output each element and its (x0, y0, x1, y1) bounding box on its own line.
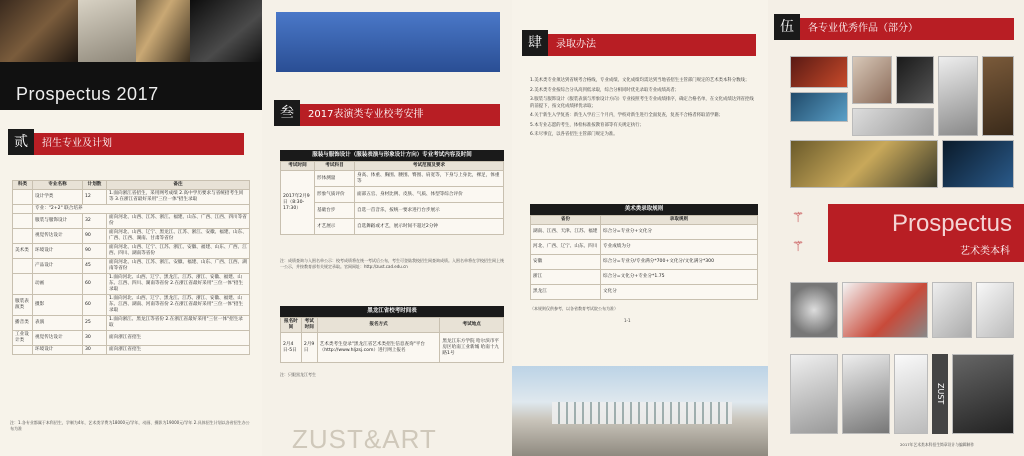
admission-paragraph: 4.关于新生入学复查：新生入学后三个月内，学校对新生进行全面复查，复查不合格者将取消学籍； (530, 113, 723, 118)
cell-major: 环境设计 (33, 244, 83, 259)
table-row (13, 244, 250, 259)
admission-paragraph: 5.本专业志愿的考生，体检标准按教育部等有关规定执行； (530, 122, 644, 128)
cell-note: 1.面向河北、山西、辽宁、黑龙江、江苏、浙江、安徽、福建、山东、江西、湖南、河南等省份 2.在浙江省最好采用"三位一体"招生录取 (107, 295, 250, 316)
table-row (531, 285, 758, 300)
page-number: 1-1 (624, 318, 631, 323)
hero-photo-4 (190, 0, 262, 62)
admission-paragraph: 1.美术类专业须达到省统考合格线，专业成绩、文化成绩均需达到当地省招生主管部门规定的艺术类本科分数线； (530, 78, 750, 83)
brand-red-block (828, 204, 1024, 262)
col-header: 报名时间 (281, 318, 302, 333)
cell-plan: 12 (83, 190, 107, 205)
cell-subject: 形象气质评价 (315, 187, 355, 203)
table-row (13, 214, 250, 229)
work-thumb (790, 140, 938, 188)
work-thumb (952, 354, 1014, 434)
section-number: 伍 (774, 14, 800, 40)
cell-requirement: 自选一首音乐，按统一要求进行台步展示 (355, 203, 504, 219)
admission-text (530, 78, 758, 142)
hero-banner (0, 0, 262, 110)
exam-note: 注：成绩查询与入围名单公示：校考成绩将在统一考试后公布，考生可登陆我校招生网查询成绩。入围名单将在学校招生网上统一公示，并按教育部有关规定录取。官网网址：http://zust.cad.edu.cn (280, 258, 504, 269)
cell-rule: 综合分=专业分/专业满分*700+文化分/文化满分*300 (601, 255, 758, 270)
cell-plan: 32 (83, 214, 107, 229)
cell-major: 表演 (33, 316, 83, 331)
table-row (13, 274, 250, 295)
table-row (13, 205, 250, 214)
table-row (531, 240, 758, 255)
cell-major: 视觉传达设计 (33, 331, 83, 346)
cell-major: 环境设计 (33, 346, 83, 355)
enrollment-table (12, 180, 250, 355)
col-header: 专业名称 (33, 181, 83, 190)
col-header: 科类 (13, 181, 33, 190)
cell-requirement: 自选舞蹈或才艺，展示时间不超过2分钟 (355, 219, 504, 235)
section-number: 叁 (274, 100, 300, 126)
cell-category (13, 190, 33, 205)
table-row (13, 316, 250, 331)
panel-enrollment-plan (0, 0, 262, 456)
cell-province: 河北、广西、辽宁、山东、四川 (531, 240, 601, 255)
cell-category: 工业设计类 (13, 331, 33, 346)
hero-photo-1 (0, 0, 78, 62)
work-thumb (982, 56, 1014, 136)
work-thumb (790, 354, 838, 434)
table-row (531, 270, 758, 285)
cell-major: 设计学类 (33, 190, 83, 205)
exam-place: 黑龙江东方学院 哈尔滨市平房区哈南工业新城 哈南十九路1号 (440, 333, 504, 363)
dance-photo (276, 12, 500, 72)
cell-rule: 综合分=专业分+文化分 (601, 225, 758, 240)
hero-photo-3 (136, 0, 190, 62)
table-row (281, 187, 504, 203)
table-row (281, 219, 504, 235)
brand-emblem: ⚚ ⚚ (768, 204, 828, 262)
cell-rule: 文化分 (601, 285, 758, 300)
cell-plan: 60 (83, 295, 107, 316)
table-title: 黑龙江省校考时间表 (280, 306, 504, 317)
table-row (13, 346, 250, 355)
section-title: 各专业优秀作品（部分） (808, 23, 918, 34)
col-header: 计划数 (83, 181, 107, 190)
cell-subject: 才艺展示 (315, 219, 355, 235)
cell-province: 安徽 (531, 255, 601, 270)
cell-category (13, 274, 33, 295)
cell-category: 服装表演类 (13, 295, 33, 316)
exam-time: 2月9日 (301, 333, 317, 363)
cell-plan: 90 (83, 229, 107, 244)
prospectus-title: Prospectus 2017 (16, 84, 159, 104)
cell-requirement: 面部五官、身材比例、皮肤、气质、体型等综合评价 (355, 187, 504, 203)
exam-content-table (280, 150, 504, 235)
work-thumb (842, 354, 890, 434)
reg-time: 2月4日-5日 (281, 333, 302, 363)
work-thumb (932, 282, 972, 338)
col-header: 考试地点 (440, 318, 504, 333)
table-footnote: 注：1.各专业都属于本科招生，学制为4年，艺术类学费为18000元/学年，动画、摄影为19000元/学年 2.具体招生计划以各省招生办公布为准 (10, 420, 250, 431)
col-header: 考试时间 (301, 318, 317, 333)
table-row (531, 225, 758, 240)
work-thumb (896, 56, 934, 104)
cell-rule: 综合分=文化分+专业分*1.75 (601, 270, 758, 285)
cell-plan: 90 (83, 244, 107, 259)
work-thumb (842, 282, 928, 338)
work-thumb (938, 56, 978, 136)
panel-exam-schedule (262, 0, 512, 456)
hero-photo-2 (78, 0, 136, 62)
work-thumb (976, 282, 1014, 338)
section-number: 肆 (522, 30, 548, 56)
table-row (13, 190, 250, 205)
cell-major: 服装与服饰设计 (33, 214, 83, 229)
section-title: 录取办法 (556, 39, 596, 50)
table-row (13, 259, 250, 274)
section-bar-schedule (280, 104, 500, 126)
cell-note: 面向河北、山西、江苏、浙江、福建、山东、广西、江西、四川等省份 (107, 214, 250, 229)
admission-paragraph: 3.服装与服饰设计（服装表演与形象设计方向）专业按照考生专业成绩排序，确定合格名单，在文化成绩达到省控线的前提下，按文化成绩择优录取； (530, 97, 754, 109)
col-header: 考试科目 (315, 162, 355, 171)
table-title: 服装与服饰设计（服装表演与形象设计方向）专业考试内容及时间 (280, 150, 504, 161)
cell-subject: 基础台步 (315, 203, 355, 219)
cell-province: 黑龙江 (531, 285, 601, 300)
footer-brand: ZUST&ART (292, 424, 437, 454)
cell-note: 面向河北、山西、辽宁、黑龙江、江苏、浙江、安徽、福建、山东、广西、江西、湖南、甘肃等省份 (107, 229, 250, 244)
brand-subtitle: 艺术类本科 (960, 246, 1010, 257)
cell-category (13, 346, 33, 355)
cell-plan: 30 (83, 331, 107, 346)
brand-block (768, 204, 1024, 262)
work-thumb (790, 56, 848, 88)
table-row (281, 171, 504, 187)
table-row (13, 331, 250, 346)
cell-subject: 形体测量 (315, 171, 355, 187)
cell-major: 产品设计 (33, 259, 83, 274)
cell-category: 美术类 (13, 244, 33, 259)
vertical-brand: ZUST (932, 354, 948, 434)
cell-note: 1.面向河北、山西、辽宁、黑龙江、江苏、浙江、安徽、福建、山东、江西、四川、湖南等省份 2.在浙江省最好采用"三位一体"招生录取 (107, 274, 250, 295)
panel-admission-rules (512, 0, 768, 456)
cell-major: 动画 (33, 274, 83, 295)
section-bar-admission (528, 34, 756, 56)
cell-category (13, 259, 33, 274)
cell-major: 摄影 (33, 295, 83, 316)
col-header: 考试时间 (281, 162, 315, 171)
cell-requirement: 身高、体重、胸围、腰围、臀围、肩宽等，下身与上身比，裸足，体重等 (355, 171, 504, 187)
table-note: （本规则仅供参考，以各省教育考试院公布为准） (530, 306, 618, 311)
section-title: 招生专业及计划 (42, 138, 112, 149)
cell-rule: 专业成绩为分 (601, 240, 758, 255)
col-header: 报名方式 (317, 318, 440, 333)
cell-plan: 30 (83, 346, 107, 355)
table-row (281, 203, 504, 219)
work-thumb (852, 108, 934, 136)
cell-plan: 25 (83, 316, 107, 331)
admission-paragraph: 6.未尽事宜，以各省招生主管部门规定为准。 (530, 132, 618, 137)
work-thumb (942, 140, 1014, 188)
work-thumb (894, 354, 928, 434)
cell-exam-time: 2017年2月9日（8:30-17:30） (281, 171, 315, 235)
cell-note: 1.面向浙江、黑龙江等省份 2.在浙江省最好采用"三位一体"招生录取 (107, 316, 250, 331)
cell-note: 1.面向浙江省招生，采用网考成绩 2.高中学历要求与省统招考生同等 3.在浙江省最好采用"三位一体"招生录取 (107, 190, 250, 205)
work-thumb (852, 56, 892, 104)
table-title: 美术类录取规则 (530, 204, 758, 215)
cell-category: 播音类 (13, 316, 33, 331)
cell-plan: 45 (83, 259, 107, 274)
section-number: 贰 (8, 129, 34, 155)
cell-category (13, 229, 33, 244)
cell-major: 视觉传达设计 (33, 229, 83, 244)
col-header: 录取规则 (601, 216, 758, 225)
art-admission-table (530, 204, 758, 300)
panel-student-works (768, 0, 1024, 456)
work-thumb (790, 282, 838, 338)
section-bar-works (780, 18, 1014, 40)
section-title: 2017表演类专业校考安排 (308, 109, 424, 120)
col-header: 省份 (531, 216, 601, 225)
cell-empty (13, 205, 33, 214)
cell-major-sub: 专业："2+2" 联合培养 (33, 205, 250, 214)
cell-plan: 60 (83, 274, 107, 295)
schedule-note: 注：只限黑龙江考生 (280, 372, 316, 377)
section-bar-enrollment (14, 133, 244, 155)
work-thumb (790, 92, 848, 122)
cell-note: 面向河北、山西、江苏、浙江、安徽、福建、山东、广西、江西、湖南等省份 (107, 259, 250, 274)
col-header: 备注 (107, 181, 250, 190)
table-row (13, 229, 250, 244)
brand-title: Prospectus (891, 210, 1012, 237)
panel-footer: 2017年艺术类本科招生简章设计与编辑制作 (900, 442, 975, 447)
campus-building-photo (512, 366, 768, 456)
cell-note: 面向河北、山西、辽宁、江苏、浙江、安徽、福建、山东、广西、江西、四川、湖南等省份 (107, 244, 250, 259)
cell-category (13, 214, 33, 229)
table-row (13, 295, 250, 316)
table-row (531, 255, 758, 270)
cell-province: 湖南、江西、天津、江苏、福建 (531, 225, 601, 240)
cell-province: 浙江 (531, 270, 601, 285)
cell-note: 面向浙江省招生 (107, 331, 250, 346)
admission-paragraph: 2.美术类专业按综合分从高到低录取，综合分相同时优先录取专业成绩高者； (530, 87, 680, 93)
cell-note: 面向浙江省招生 (107, 346, 250, 355)
col-header: 考试范围及要求 (355, 162, 504, 171)
reg-method: 艺术类考生登录"黑龙江省艺术类招生信息查询"平台（http://www.hljzsj.com）进行网上报名 (317, 333, 440, 363)
heilongjiang-schedule-table (280, 306, 504, 363)
